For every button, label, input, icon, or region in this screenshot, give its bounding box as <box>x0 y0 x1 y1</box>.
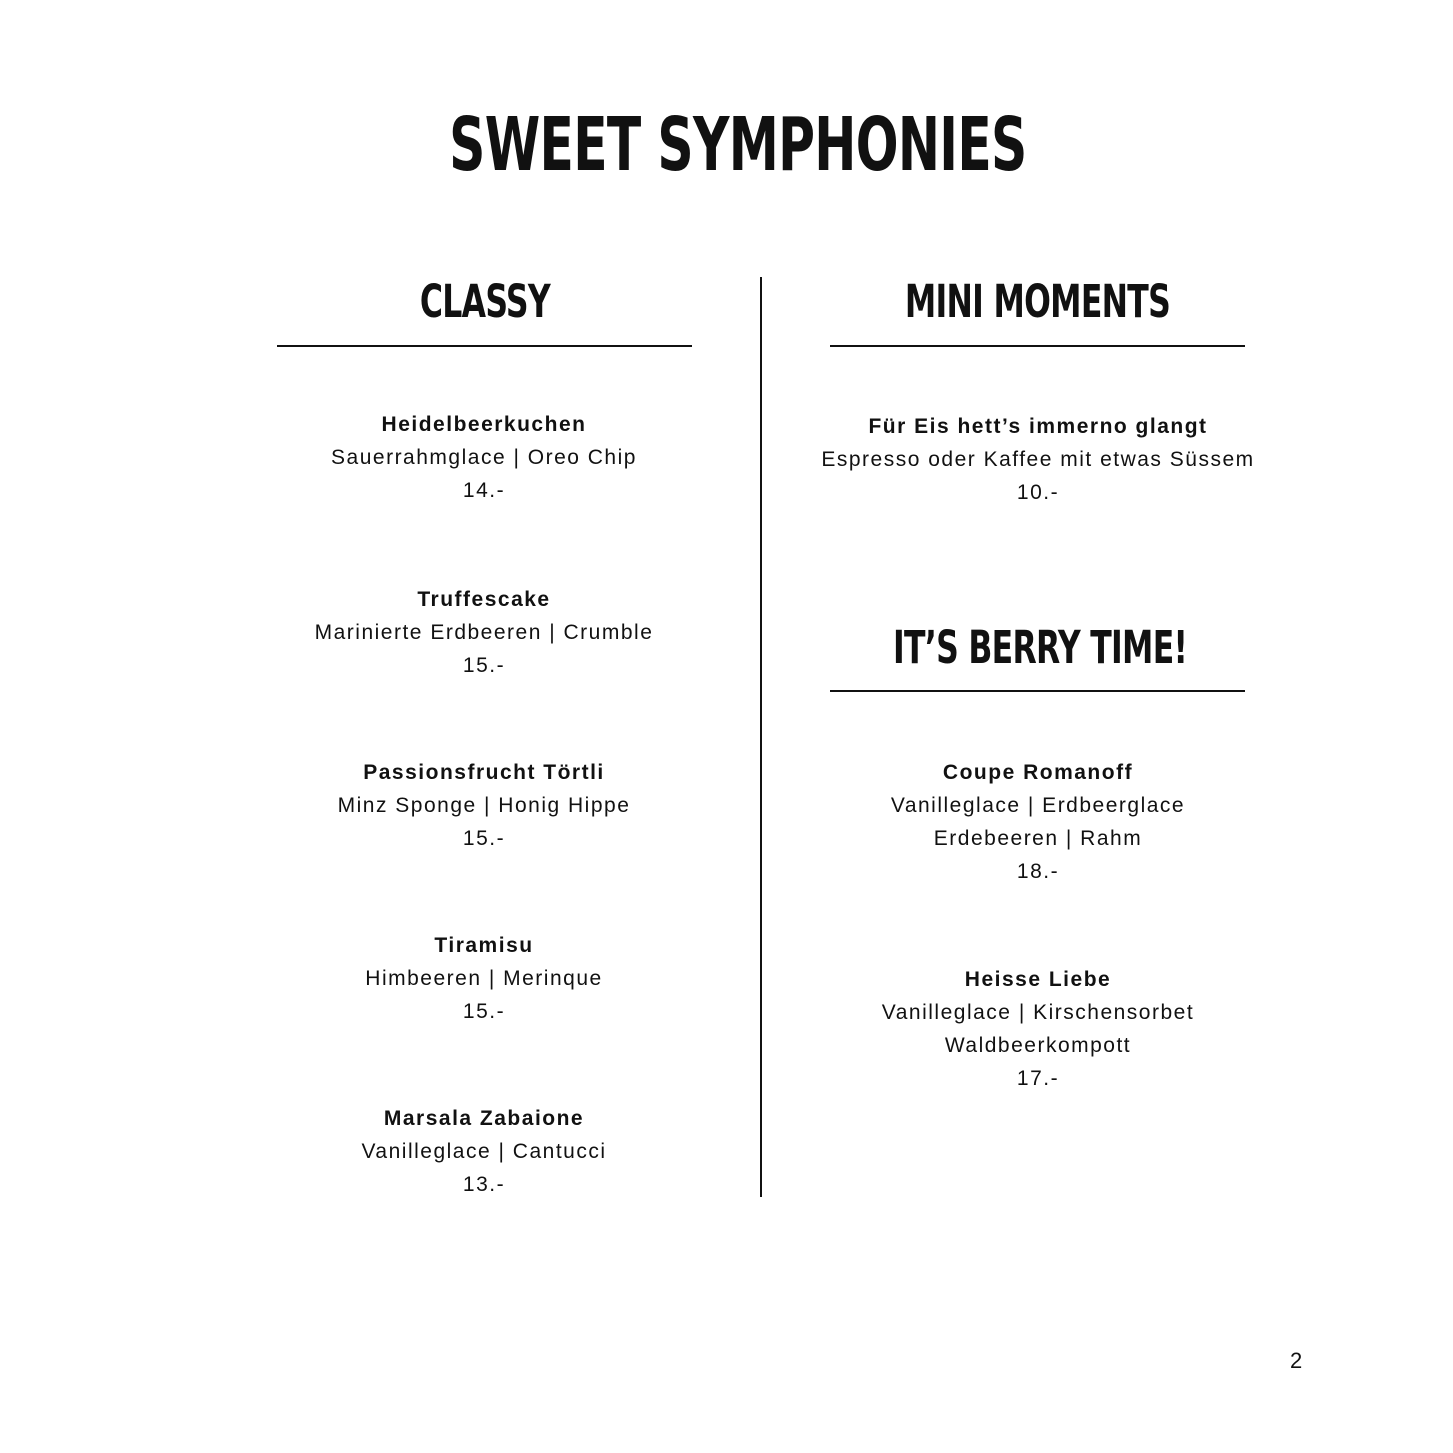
menu-item-price: 13.- <box>462 1173 506 1196</box>
menu-item-name: Truffescake <box>417 588 551 611</box>
section-rule <box>830 345 1245 347</box>
section-heading-mini-moments: MINI MOMENTS <box>904 275 1171 328</box>
menu-item-name: Heidelbeerkuchen <box>381 413 587 436</box>
menu-item-description: Himbeeren | Merinque <box>365 967 603 990</box>
menu-item-price: 14.- <box>462 479 506 502</box>
menu-item-price: 15.- <box>462 1000 506 1023</box>
menu-item-name: Passionsfrucht Törtli <box>363 761 605 784</box>
menu-item <box>782 410 1294 509</box>
section-heading-berry-time: IT’S BERRY TIME! <box>893 621 1188 674</box>
menu-item-description: Sauerrahmglace | Oreo Chip <box>331 446 637 469</box>
menu-item-price: 17.- <box>1016 1067 1060 1090</box>
menu-item-description: Vanilleglace | Cantucci <box>361 1140 607 1163</box>
page-title: SWEET SYMPHONIES <box>449 102 1027 188</box>
section-heading-classy: CLASSY <box>419 275 550 328</box>
column-divider <box>760 277 762 1197</box>
menu-item-name: Heisse Liebe <box>964 968 1112 991</box>
menu-item-description: Vanilleglace | Kirschensorbet <box>881 1001 1195 1024</box>
menu-item-name: Für Eis hett’s immerno glangt <box>868 415 1208 438</box>
menu-item-description: Erdebeeren | Rahm <box>933 827 1143 850</box>
menu-item-price: 15.- <box>462 654 506 677</box>
menu-item-description: Vanilleglace | Erdbeerglace <box>890 794 1186 817</box>
menu-item <box>234 756 734 855</box>
menu-item <box>234 583 734 682</box>
menu-item-price: 10.- <box>1016 481 1060 504</box>
menu-item-description: Waldbeerkompott <box>944 1034 1132 1057</box>
menu-item <box>234 408 734 507</box>
menu-item-description: Minz Sponge | Honig Hippe <box>337 794 631 817</box>
menu-item-name: Tiramisu <box>434 934 534 957</box>
menu-item <box>782 963 1294 1095</box>
menu-item-description: Marinierte Erdbeeren | Crumble <box>314 621 654 644</box>
menu-item <box>782 756 1294 888</box>
menu-item <box>234 929 734 1028</box>
menu-item-price: 18.- <box>1016 860 1060 883</box>
section-rule <box>277 345 692 347</box>
menu-item-price: 15.- <box>462 827 506 850</box>
section-rule <box>830 690 1245 692</box>
page-number: 2 <box>1290 1348 1303 1373</box>
menu-item-description: Espresso oder Kaffee mit etwas Süssem <box>821 448 1255 471</box>
menu-item <box>234 1102 734 1201</box>
menu-item-name: Marsala Zabaione <box>383 1107 585 1130</box>
menu-item-name: Coupe Romanoff <box>942 761 1134 784</box>
